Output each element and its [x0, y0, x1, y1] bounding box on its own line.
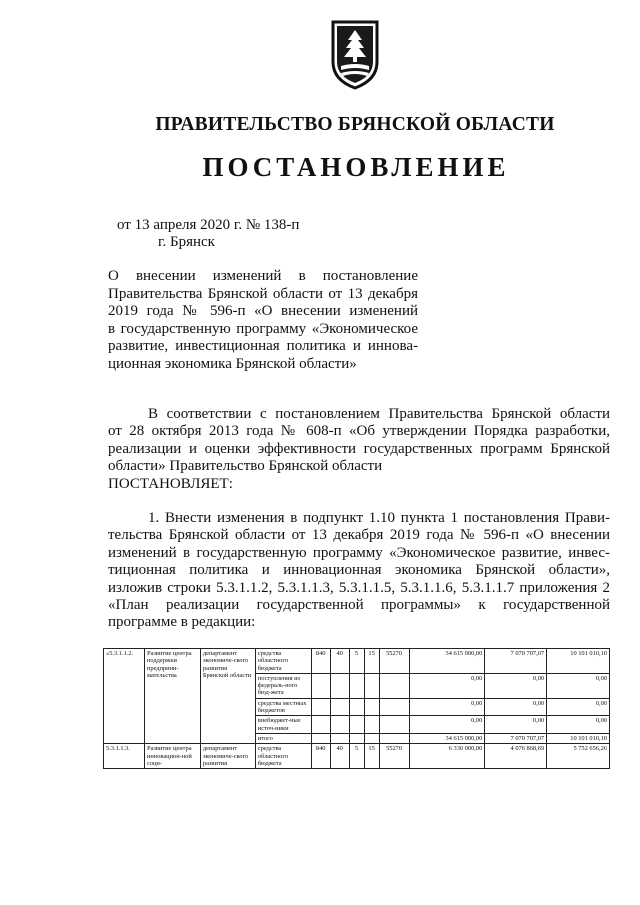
row-code: «5.3.1.1.2.	[104, 649, 145, 744]
cell-p2: 15	[364, 649, 379, 674]
cell-csr	[379, 698, 409, 716]
subject-line: ционная экономика Брянской области»	[108, 355, 357, 372]
document-date-number: от 13 апреля 2020 г. № 138-п	[117, 217, 300, 233]
cell-rz	[330, 733, 349, 743]
cell-p1	[349, 698, 364, 716]
source-label: средства местных бюджетов	[255, 698, 311, 716]
row-code: 5.3.1.1.3.	[104, 744, 145, 769]
cell-2021: 0,00	[485, 673, 547, 698]
cell-2020: 0,00	[409, 716, 485, 734]
row-executor: департамент экономиче-ского развития	[200, 744, 255, 769]
cell-rz	[330, 673, 349, 698]
resolves-heading: ПОСТАНОВЛЯЕТ:	[108, 475, 233, 492]
cell-p1	[349, 716, 364, 734]
table-row	[104, 744, 610, 769]
body-line: области» Правительство Брянской области	[108, 458, 383, 475]
organization-title: ПРАВИТЕЛЬСТВО БРЯНСКОЙ ОБЛАСТИ	[155, 114, 555, 135]
point-line: изменений в государственную программу «Экономическое развитие, инвес-	[108, 544, 610, 561]
point-line: 1. Внести изменения в подпункт 1.10 пункта 1 постановления Прави-	[148, 510, 610, 527]
cell-2021: 7 070 707,07	[485, 733, 547, 743]
body-line: реализации и оценки эффективности государственных программ Брянской	[108, 440, 610, 457]
paragraph-spacer	[108, 493, 610, 510]
point-line: тельства Брянской области от 13 декабря 2019 года № 596-п «О внесении	[108, 527, 610, 544]
point-line: тиционная политика и инновационная экономика Брянской области»,	[108, 562, 610, 579]
cell-p1: 5	[349, 744, 364, 769]
cell-2022: 5 752 656,26	[547, 744, 610, 769]
cell-2022: 0,00	[547, 673, 610, 698]
coat-of-arms-emblem	[329, 18, 381, 90]
cell-2022: 10 101 010,10	[547, 649, 610, 674]
cell-gr: 840	[311, 744, 330, 769]
source-label: итого	[255, 733, 311, 743]
cell-gr	[311, 733, 330, 743]
point-line: «План реализации государственной программы» к государственной	[108, 597, 610, 614]
cell-p2: 15	[364, 744, 379, 769]
plan-table	[103, 648, 610, 769]
subject-line: в государственную программу «Экономическое	[108, 320, 418, 337]
cell-csr	[379, 673, 409, 698]
source-label: внебюджет-ные источ-ники	[255, 716, 311, 734]
cell-csr: 55270	[379, 744, 409, 769]
cell-2020: 34 615 000,00	[409, 649, 485, 674]
subject-line: развитие, инвестиционная политика и иннова-	[108, 338, 418, 355]
subject-line: 2019 года № 596-п «О внесении изменений	[108, 303, 418, 320]
cell-rz	[330, 716, 349, 734]
body-line: В соответствии с постановлением Правительства Брянской области	[148, 406, 610, 422]
cell-p2	[364, 733, 379, 743]
cell-p1	[349, 673, 364, 698]
row-name: Развитие центра поддержки предприни-мательства	[144, 649, 200, 744]
source-label: средства областного бюджета	[255, 744, 311, 769]
cell-p1	[349, 733, 364, 743]
row-executor: департамент экономиче-ского развития Брянской области	[200, 649, 255, 744]
cell-gr: 840	[311, 649, 330, 674]
source-label: средства областного бюджета	[255, 649, 311, 674]
cell-csr	[379, 716, 409, 734]
cell-2021: 7 070 707,07	[485, 649, 547, 674]
cell-2021: 0,00	[485, 698, 547, 716]
cell-rz: 40	[330, 649, 349, 674]
cell-gr	[311, 698, 330, 716]
document-type-title: ПОСТАНОВЛЕНИЕ	[202, 152, 510, 182]
cell-p2	[364, 698, 379, 716]
body-line: от 28 октября 2013 года № 608-п «Об утверждении Порядка разработки,	[108, 423, 610, 440]
cell-2022: 10 101 010,10	[547, 733, 610, 743]
document-city: г. Брянск	[158, 234, 215, 250]
cell-csr	[379, 733, 409, 743]
cell-p2	[364, 673, 379, 698]
row-name: Развитие центра инновацион-ной соци-	[144, 744, 200, 769]
point-line: программе в редакции:	[108, 614, 256, 631]
cell-2020: 0,00	[409, 698, 485, 716]
cell-rz	[330, 698, 349, 716]
subject-line: Правительства Брянской области от 13 декабря	[108, 285, 418, 302]
cell-2022: 0,00	[547, 698, 610, 716]
table-row	[104, 649, 610, 674]
cell-p2	[364, 716, 379, 734]
cell-rz: 40	[330, 744, 349, 769]
cell-2021: 0,00	[485, 716, 547, 734]
cell-gr	[311, 716, 330, 734]
preamble-paragraph	[108, 406, 610, 632]
cell-csr: 55270	[379, 649, 409, 674]
cell-p1: 5	[349, 649, 364, 674]
cell-2020: 0,00	[409, 673, 485, 698]
cell-2020: 34 615 000,00	[409, 733, 485, 743]
cell-2022: 0,00	[547, 716, 610, 734]
subject-line: О внесении изменений в постановление	[108, 268, 418, 284]
source-label: поступления из федераль-ного бюд-жета	[255, 673, 311, 698]
point-line: изложив строки 5.3.1.1.2, 5.3.1.1.3, 5.3.1.1.5, 5.3.1.1.6, 5.3.1.1.7 приложения 2	[108, 579, 610, 596]
cell-gr	[311, 673, 330, 698]
cell-2020: 6 330 000,00	[409, 744, 485, 769]
document-subject	[108, 268, 418, 374]
cell-2021: 4 076 868,69	[485, 744, 547, 769]
